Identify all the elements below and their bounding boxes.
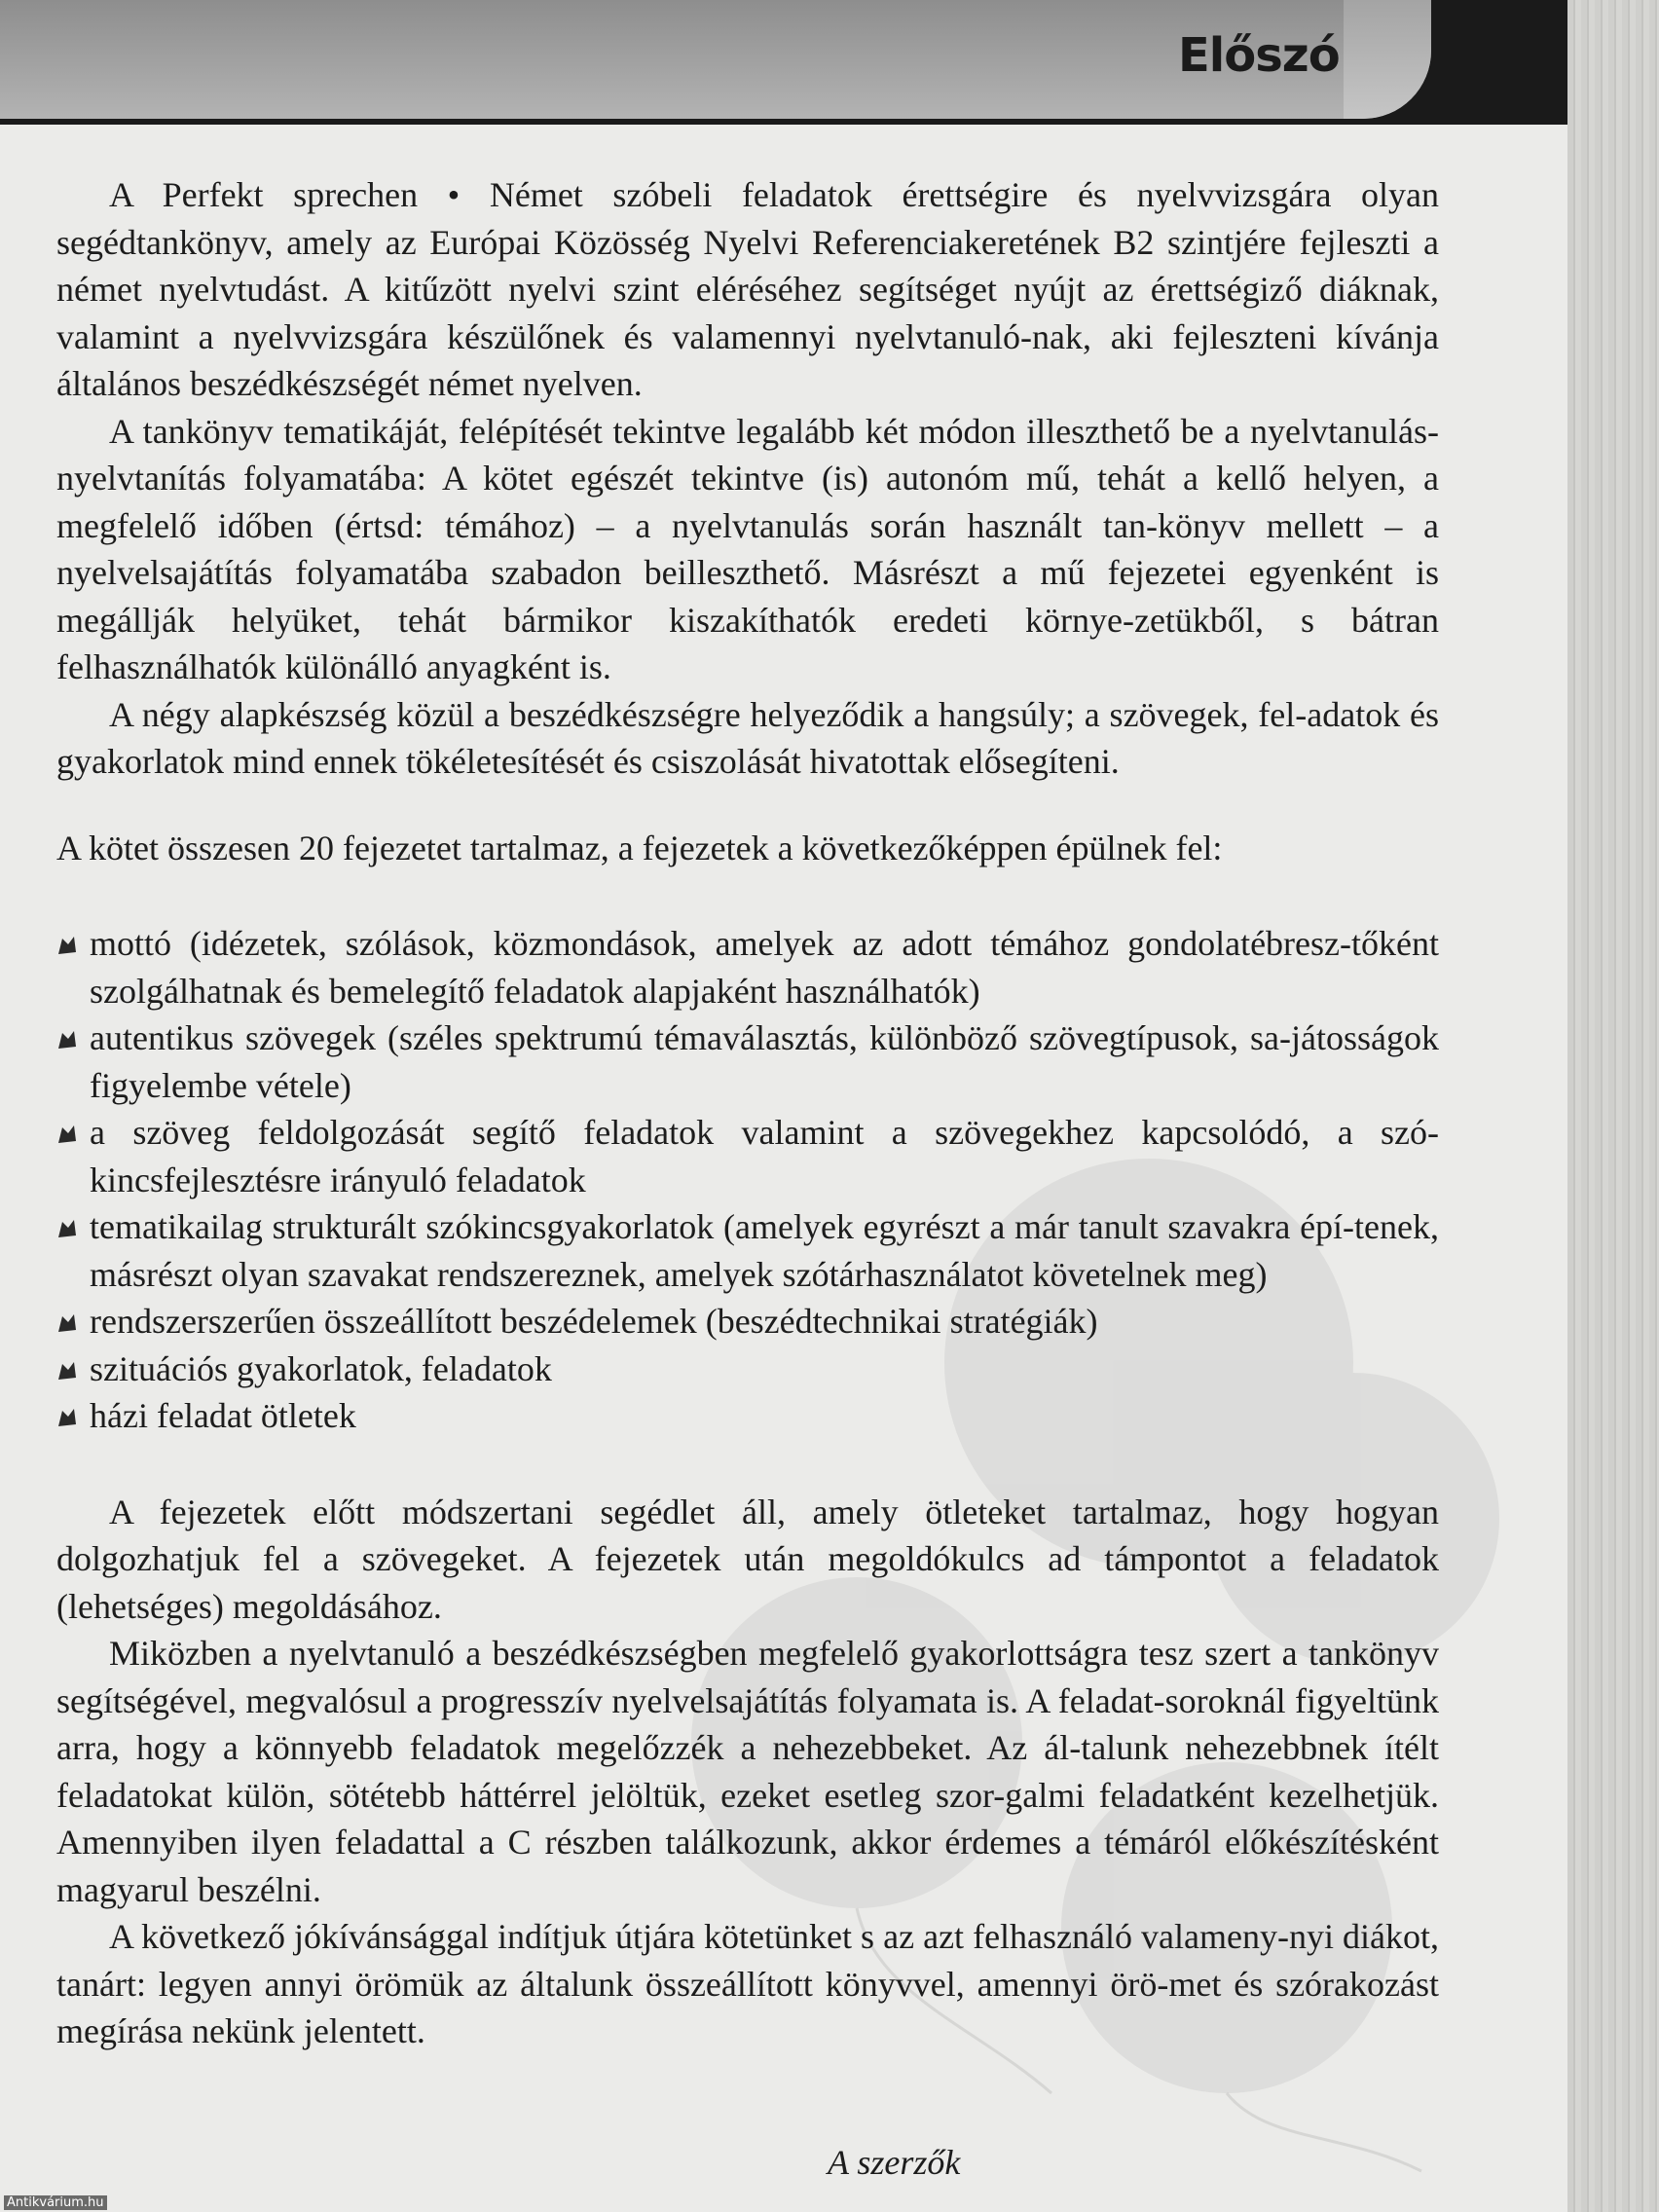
leaf-bullet-icon xyxy=(56,1360,78,1382)
leaf-bullet-icon xyxy=(56,935,78,956)
list-item: házi feladat ötletek xyxy=(56,1392,1439,1440)
paragraph: Miközben a nyelvtanuló a beszédkészségben megfelelő gyakorlottságra tesz szert a tankönyv segítségével, megvalósul a progresszív nyelvelsajátítás folyamata is. A feladat-soroknál figyeltünk arra, hogy a könnyebb feladatok megelőzzék a nehezebbeket. Az ál-talunk nehezebbnek ítélt feladatokat külön, sötétebb háttérrel jelöltük, ezeket esetleg szor-galmi feladatként kezelhetjük. Amennyiben ilyen feladattal a C részben találkozunk, akkor érdemes a témáról előkészítésként magyarul beszélni. xyxy=(56,1634,1439,1909)
leaf-bullet-icon xyxy=(56,1124,78,1145)
list-item: szituációs gyakorlatok, feladatok xyxy=(56,1346,1439,1393)
leaf-bullet-icon xyxy=(56,1312,78,1334)
adjacent-pages-edge xyxy=(1567,0,1659,2212)
chapter-structure-list xyxy=(56,920,1439,1440)
list-item: a szöveg feldolgozását segítő feladatok valamint a szövegekhez kapcsolódó, a szó-kincsfejlesztésre irányuló feladatok xyxy=(56,1109,1439,1203)
leaf-bullet-icon xyxy=(56,1029,78,1051)
list-item: rendszerszerűen összeállított beszédelemek (beszédtechnikai stratégiák) xyxy=(56,1298,1439,1346)
paragraph: A Perfekt sprechen • Német szóbeli feladatok érettségire és nyelvvizsgára olyan segédtankönyv, amely az Európai Közösség Nyelvi Referenciakeretének B2 szintjére fejleszti a német nyelvtudást. A kitűzött nyelvi szint eléréséhez segítséget nyújt az érettségiző diáknak, valamint a nyelvvizsgára készülőnek és valamennyi nyelvtanuló-nak, aki fejleszteni kívánja általános beszédkészségét német nyelven. xyxy=(56,175,1439,403)
list-intro: A kötet összesen 20 fejezetet tartalmaz, a fejezetek a következőképpen épülnek fel: xyxy=(56,828,1223,867)
list-item: tematikailag strukturált szókincsgyakorlatok (amelyek egyrészt a már tanult szavakra épí-tenek, másrészt olyan szavakat rendszereznek, amelyek szótárhasználatot követelnek meg) xyxy=(56,1203,1439,1298)
list-item: mottó (idézetek, szólások, közmondások, amelyek az adott témához gondolatébresz-tőként szolgálhatnak és bemelegítő feladatok alapjaként használhatók) xyxy=(56,920,1439,1014)
page-title: Előszó xyxy=(1178,28,1340,83)
watermark: Antikvárium.hu xyxy=(4,2195,107,2210)
leaf-bullet-icon xyxy=(56,1407,78,1428)
paragraph: A négy alapkészség közül a beszédkészségre helyeződik a hangsúly; a szövegek, fel-adatok és gyakorlatok mind ennek tökéletesítését és csiszolását hivatottak elősegíteni. xyxy=(56,694,1439,781)
authors-signature: A szerzők xyxy=(828,2143,961,2182)
leaf-bullet-icon xyxy=(56,1218,78,1239)
paragraph: A tankönyv tematikáját, felépítését tekintve legalább két módon illeszthető be a nyelvtanulás-nyelvtanítás folyamatába: A kötet egészét tekintve (is) autonóm mű, tehát a kellő helyen, a megfelelő időben (értsd: témához) – a nyelvtanulás során használt tan-könyv mellett – a nyelvelsajátítás folyamatába szabadon beilleszthető. Másrészt a mű fejezetei egyenként is megállják helyüket, tehát bármikor kiszakíthatók eredeti környe-zetükből, s bátran felhasználhatók különálló anyagként is. xyxy=(56,411,1439,686)
list-item: autentikus szövegek (széles spektrumú témaválasztás, különböző szövegtípusok, sa-játosságok figyelembe vétele) xyxy=(56,1014,1439,1109)
preface-text xyxy=(56,171,1439,2055)
paragraph: A fejezetek előtt módszertani segédlet áll, amely ötleteket tartalmaz, hogy hogyan dolgozhatjuk fel a szövegeket. A fejezetek után megoldókulcs ad támpontot a feladatok (lehetséges) megoldásához. xyxy=(56,1492,1439,1626)
paragraph: A következő jókívánsággal indítjuk útjára kötetünket s az azt felhasználó valameny-nyi diákot, tanárt: legyen annyi örömük az általunk összeállított könyvvel, amennyi örö-met és szórakozást megírása nekünk jelentett. xyxy=(56,1917,1439,2050)
